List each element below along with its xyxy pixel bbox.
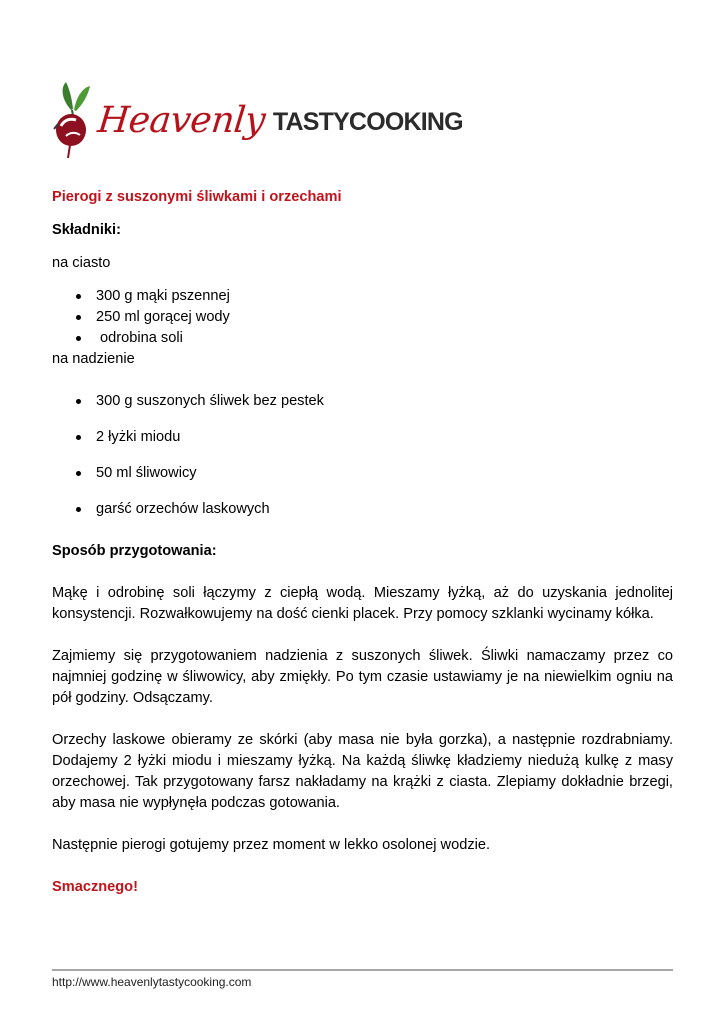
step-paragraph: Zajmiemy się przygotowaniem nadzienia z suszonych śliwek. Śliwki namaczamy przez co najmniej godzinę w śliwowicy, aby zmiękły. Po tym czasie ustawiamy je na niewielkim ogniu na pół godziny. Odsączamy. (52, 648, 673, 706)
filling-list (52, 391, 673, 520)
dough-list (52, 286, 673, 349)
ingredients-heading: Składniki: (52, 222, 121, 238)
logo-tastycooking-text: TASTYCOOKING (272, 107, 463, 136)
list-item: 50 ml śliwowicy (52, 463, 673, 484)
method-heading: Sposób przygotowania: (52, 543, 217, 559)
filling-label: na nadzienie (52, 351, 135, 367)
list-item: odrobina soli (52, 328, 673, 349)
site-logo[interactable] (52, 80, 463, 160)
step-paragraph: Orzechy laskowe obieramy ze skórki (aby masa nie była gorzka), a następnie rozdrabniamy. Dodajemy 2 łyżki miodu i mieszamy łyżką. Na każdą śliwkę kładziemy niedużą kulkę z masy orzechowej. Tak przygotowany farsz nakładamy na krążki z ciasta. Zlepiamy dokładnie brzegi, aby masa nie wypłynęła podczas gotowania. (52, 732, 673, 811)
footer-url[interactable]: http://www.heavenlytastycooking.com (52, 975, 252, 989)
list-item: 2 łyżki miodu (52, 427, 673, 448)
list-item: 300 g suszonych śliwek bez pestek (52, 391, 673, 412)
recipe-content (52, 187, 673, 898)
list-item: 250 ml gorącej wody (52, 307, 673, 328)
step-paragraph: Następnie pierogi gotujemy przez moment w lekko osolonej wodzie. (52, 837, 491, 853)
beet-icon (52, 80, 94, 160)
list-item: 300 g mąki pszennej (52, 286, 673, 307)
closing-text: Smacznego! (52, 879, 138, 895)
dough-label: na ciasto (52, 255, 111, 271)
recipe-title: Pierogi z suszonymi śliwkami i orzechami (52, 189, 342, 205)
footer-divider (52, 969, 673, 971)
logo-heavenly-text: Heavenly (95, 99, 267, 141)
list-item: garść orzechów laskowych (52, 499, 673, 520)
step-paragraph: Mąkę i odrobinę soli łączymy z ciepłą wodą. Mieszamy łyżką, aż do uzyskania jednolitej konsystencji. Rozwałkowujemy na dość cienki placek. Przy pomocy szklanki wycinamy kółka. (52, 585, 673, 622)
